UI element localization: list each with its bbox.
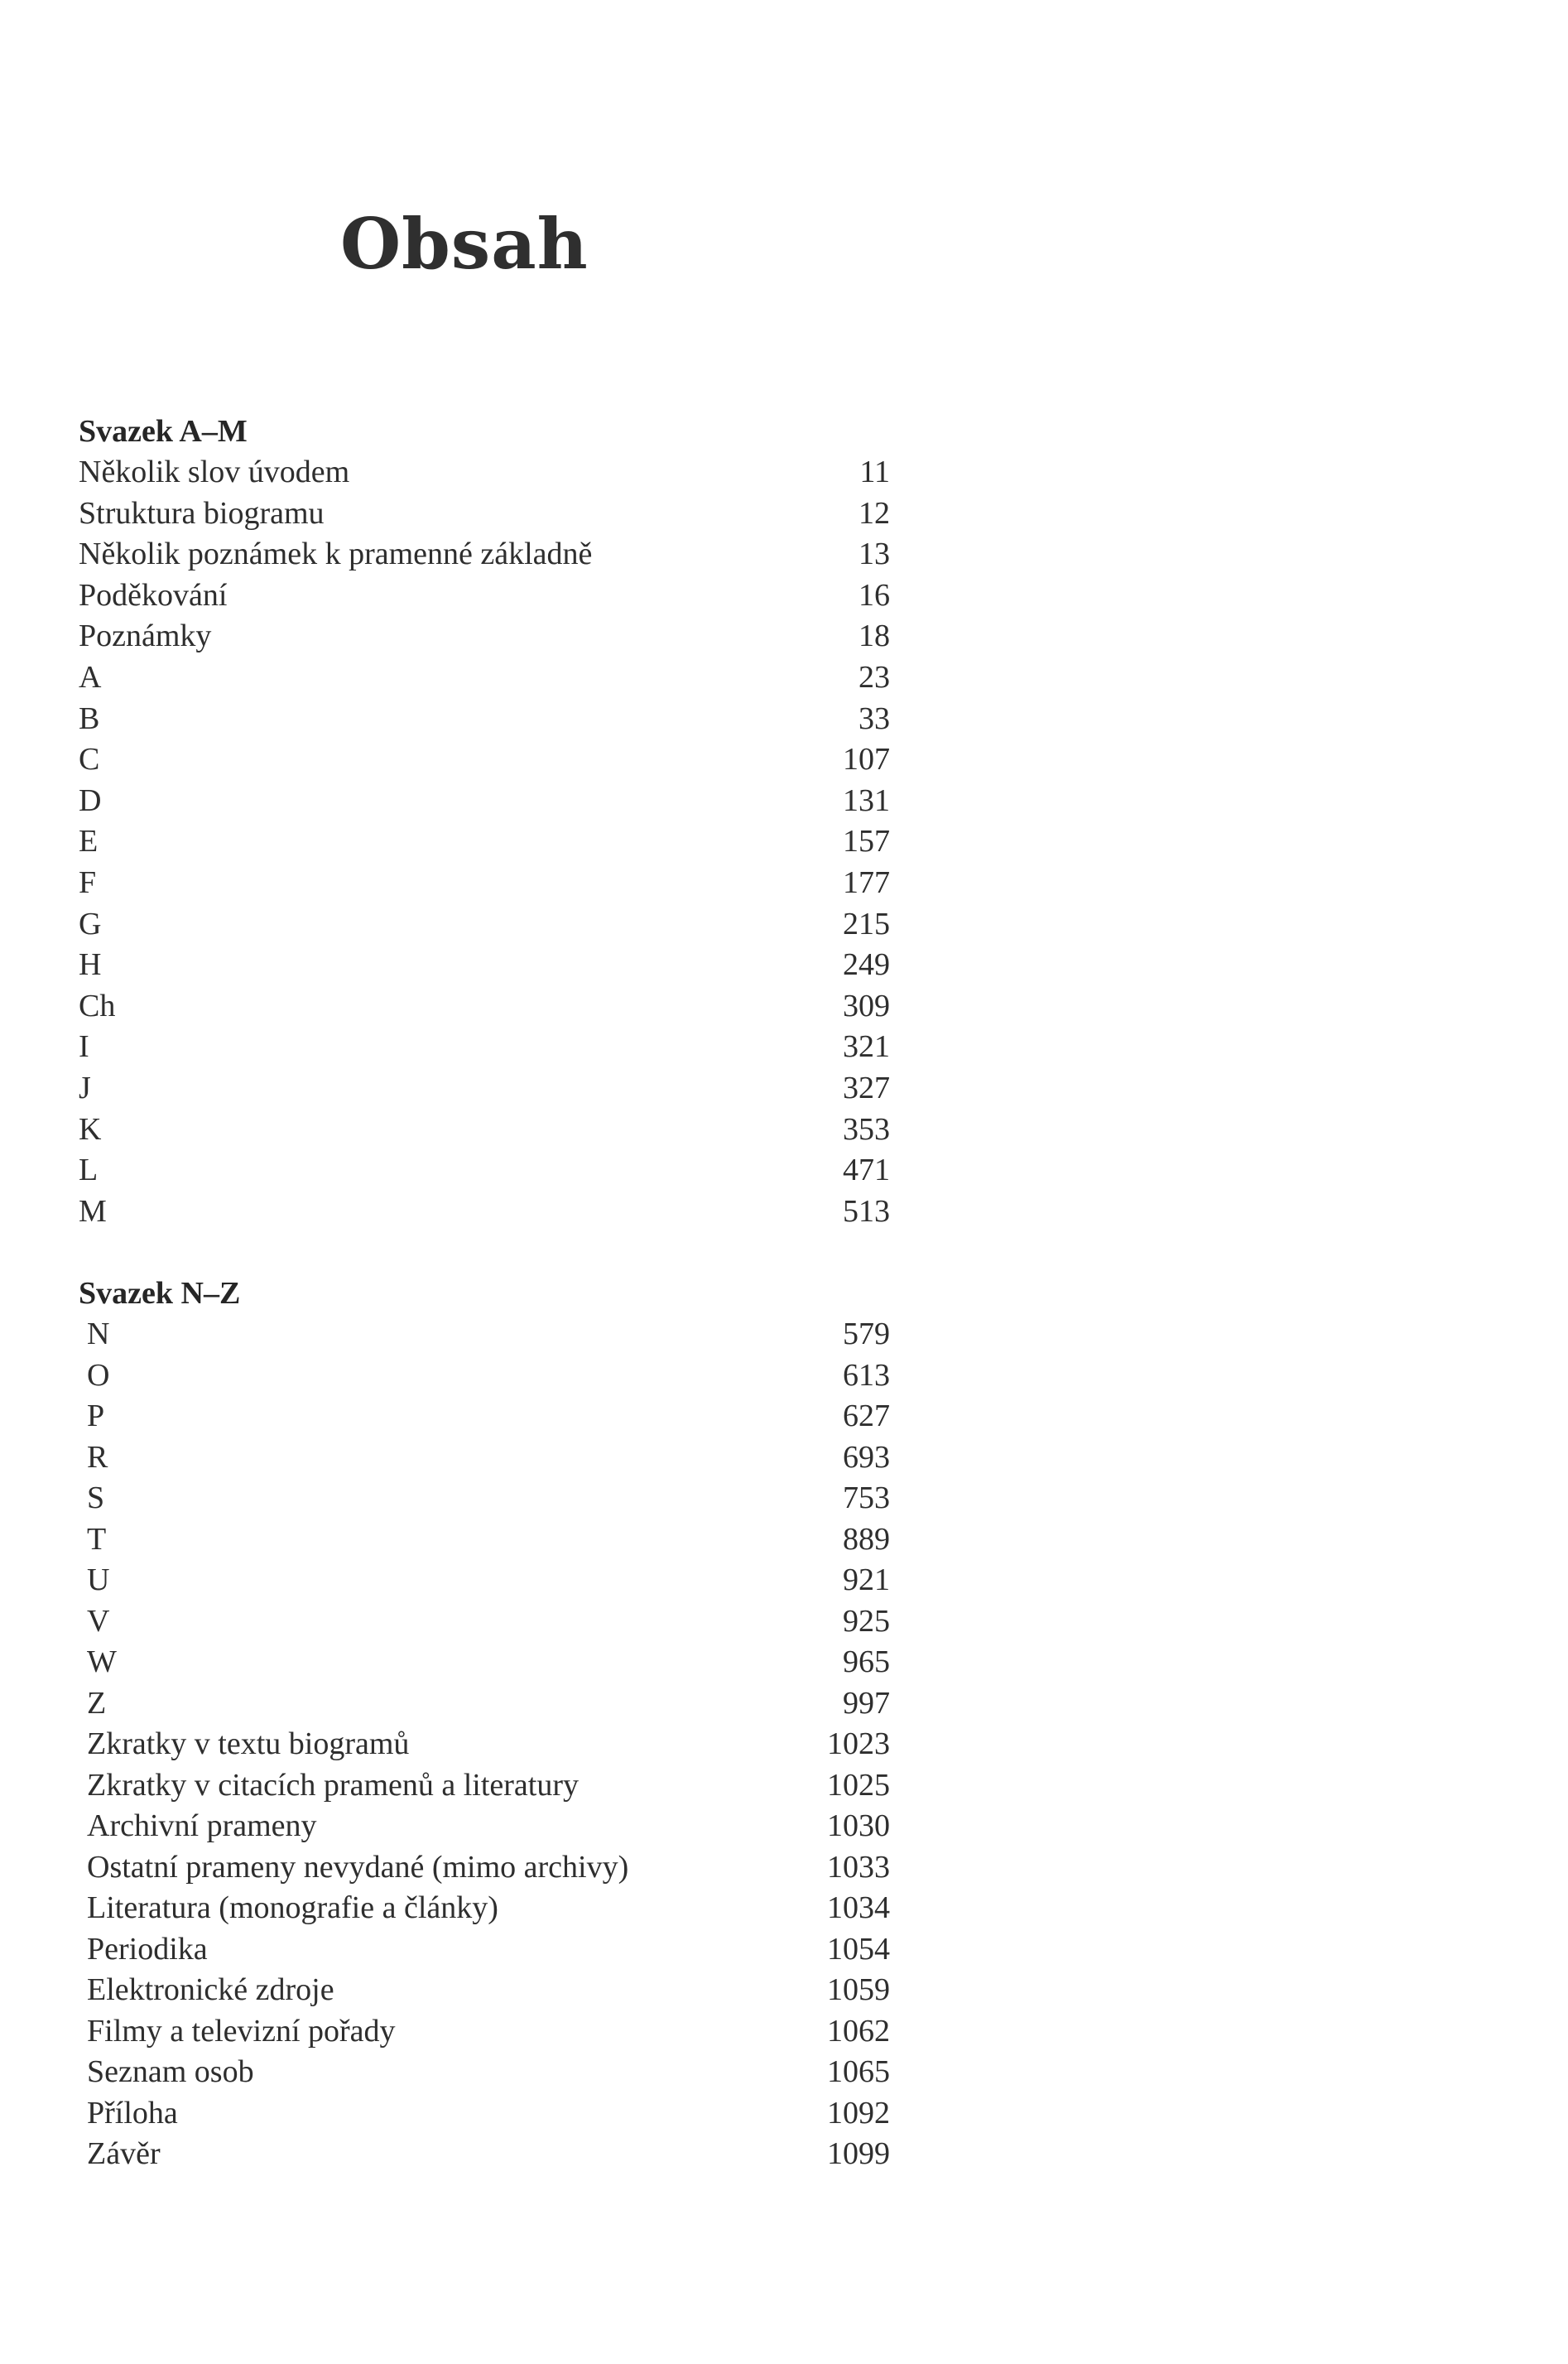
toc-entry	[79, 863, 890, 904]
toc-entry-page-number: 131	[843, 782, 890, 818]
toc-entry-title: J	[79, 1070, 91, 1105]
toc-entry-page-number: 579	[843, 1317, 890, 1351]
toc-entry-title: Filmy a televizní pořady	[87, 2013, 396, 2049]
toc-entry-page-number: 1023	[827, 1726, 890, 1761]
toc-entry-page-number: 889	[843, 1521, 890, 1557]
toc-entry-page-number: 693	[843, 1439, 890, 1475]
toc-entry	[79, 1110, 890, 1151]
toc-entry-page-number: 157	[843, 824, 890, 859]
volume-a-m	[79, 411, 890, 1232]
toc-entry-title: A	[79, 659, 102, 695]
toc-entry	[79, 1437, 890, 1479]
toc-list	[79, 1314, 890, 2175]
toc-entry-page-number: 1033	[827, 1849, 890, 1885]
toc-entry-page-number: 11	[859, 455, 890, 489]
toc-entry-page-number: 613	[843, 1357, 890, 1393]
toc-entry-page-number: 249	[843, 947, 890, 983]
toc-entry-title: Elektronické zdroje	[87, 1972, 334, 2007]
toc-entry-title: Poznámky	[79, 619, 212, 654]
toc-entry-title: Literatura (monografie a články)	[87, 1890, 498, 1925]
toc-entry	[79, 1929, 890, 1971]
toc-entry	[79, 452, 890, 494]
toc-entry-title: B	[79, 701, 100, 736]
toc-entry	[79, 2093, 890, 2135]
toc-entry	[79, 1150, 890, 1192]
toc-entry-title: Periodika	[87, 1931, 208, 1967]
toc-entry-page-number: 921	[843, 1562, 890, 1597]
toc-entry	[79, 1560, 890, 1601]
toc-entry-title: M	[79, 1193, 107, 1229]
toc-entry-page-number: 1059	[827, 1972, 890, 2007]
toc-entry-title: Seznam osob	[87, 2054, 254, 2089]
toc-entry	[79, 494, 890, 535]
toc-entry	[79, 2134, 890, 2175]
toc-entry	[79, 657, 890, 699]
toc-entry-page-number: 321	[843, 1029, 890, 1065]
toc-entry-page-number: 1025	[827, 1767, 890, 1803]
toc-entry	[79, 1806, 890, 1847]
toc-entry-page-number: 965	[843, 1644, 890, 1679]
toc-entry-title: U	[87, 1562, 110, 1597]
toc-entry	[79, 945, 890, 986]
volume-n-z	[79, 1273, 890, 2175]
toc-entry-page-number: 1030	[827, 1808, 890, 1843]
toc-entry-page-number: 1099	[827, 2136, 890, 2171]
toc-entry-title: S	[87, 1481, 105, 1515]
toc-entry	[79, 2052, 890, 2093]
toc-entry	[79, 904, 890, 946]
toc-entry	[79, 575, 890, 617]
page-title: Obsah	[340, 203, 589, 285]
toc-entry-page-number: 753	[843, 1481, 890, 1515]
toc-entry	[79, 1683, 890, 1725]
toc-entry-title: W	[87, 1644, 117, 1679]
toc-entry	[79, 1314, 890, 1355]
toc-entry-page-number: 1065	[827, 2054, 890, 2089]
toc-entry-title: P	[87, 1399, 105, 1433]
toc-entry-title: Zkratky v textu biogramů	[87, 1726, 410, 1761]
toc-entry	[79, 534, 890, 575]
toc-entry	[79, 1355, 890, 1397]
toc-entry-page-number: 925	[843, 1603, 890, 1639]
toc-entry	[79, 2011, 890, 2053]
toc-entry-page-number: 1062	[827, 2013, 890, 2049]
toc-entry	[79, 1478, 890, 1519]
toc-entry-title: Několik slov úvodem	[79, 455, 350, 489]
toc-entry-page-number: 327	[843, 1070, 890, 1105]
toc-entry-page-number: 215	[843, 906, 890, 941]
toc-entry-page-number: 1034	[827, 1890, 890, 1925]
toc-entry	[79, 1519, 890, 1561]
toc-entry-page-number: 16	[859, 577, 890, 613]
toc-entry-page-number: 13	[859, 537, 890, 572]
toc-entry	[79, 821, 890, 863]
toc-entry-title: E	[79, 824, 99, 859]
toc-entry	[79, 1027, 890, 1068]
toc-entry-page-number: 997	[843, 1685, 890, 1721]
toc-entry	[79, 1970, 890, 2011]
toc-entry	[79, 699, 890, 740]
toc-entry	[79, 1396, 890, 1437]
section-heading: Svazek A–M	[79, 414, 248, 449]
toc-entry	[79, 1642, 890, 1683]
toc-entry-title: D	[79, 782, 102, 818]
toc-entry-page-number: 471	[843, 1153, 890, 1188]
toc-entry-page-number: 353	[843, 1111, 890, 1147]
toc-entry-title: F	[79, 864, 97, 900]
toc-entry-title: I	[79, 1029, 89, 1065]
toc-entry-title: H	[79, 947, 102, 983]
toc-entry-title: Z	[87, 1685, 107, 1721]
toc-entry-title: N	[87, 1317, 110, 1351]
toc-entry-title: T	[87, 1521, 107, 1557]
toc-entry	[79, 739, 890, 781]
toc-entry	[79, 781, 890, 822]
toc-entry-page-number: 1092	[827, 2095, 890, 2130]
toc-entry-page-number: 33	[859, 701, 890, 736]
toc-entry-title: G	[79, 906, 102, 941]
toc-entry-title: Ostatní prameny nevydané (mimo archivy)	[87, 1849, 629, 1885]
toc-entry	[79, 986, 890, 1028]
toc-entry-title: Poděkování	[79, 577, 228, 613]
toc-entry-title: C	[79, 742, 100, 778]
toc-entry-page-number: 23	[859, 659, 890, 695]
toc-entry	[79, 1068, 890, 1110]
toc-entry-title: Archivní prameny	[87, 1808, 317, 1843]
toc-entry	[79, 1724, 890, 1765]
toc-entry-page-number: 18	[859, 619, 890, 654]
toc-entry	[79, 1888, 890, 1929]
toc-entry	[79, 1192, 890, 1233]
toc-entry-page-number: 107	[843, 742, 890, 778]
toc-entry-title: Několik poznámek k pramenné základně	[79, 537, 593, 572]
toc-entry-title: Zkratky v citacích pramenů a literatury	[87, 1767, 580, 1803]
section-heading: Svazek N–Z	[79, 1276, 241, 1311]
toc-entry-title: Příloha	[87, 2095, 178, 2130]
toc-entry-title: Závěr	[87, 2136, 161, 2171]
toc-entry-title: L	[79, 1153, 99, 1188]
toc-list	[79, 452, 890, 1232]
toc-entry-title: Ch	[79, 988, 116, 1023]
toc-entry	[79, 616, 890, 657]
toc-entry-page-number: 12	[859, 495, 890, 531]
toc-entry-page-number: 1054	[827, 1931, 890, 1967]
toc-entry	[79, 1847, 890, 1889]
toc-entry	[79, 1765, 890, 1807]
toc-entry-title: V	[87, 1603, 110, 1639]
toc-entry-page-number: 309	[843, 988, 890, 1023]
toc-entry-page-number: 177	[843, 864, 890, 900]
toc-entry-page-number: 627	[843, 1399, 890, 1433]
toc-entry-page-number: 513	[843, 1193, 890, 1229]
toc-entry-title: O	[87, 1357, 110, 1393]
toc-entry-title: K	[79, 1111, 102, 1147]
toc-entry-title: Struktura biogramu	[79, 495, 325, 531]
toc-entry	[79, 1601, 890, 1643]
toc-entry-title: R	[87, 1439, 108, 1475]
